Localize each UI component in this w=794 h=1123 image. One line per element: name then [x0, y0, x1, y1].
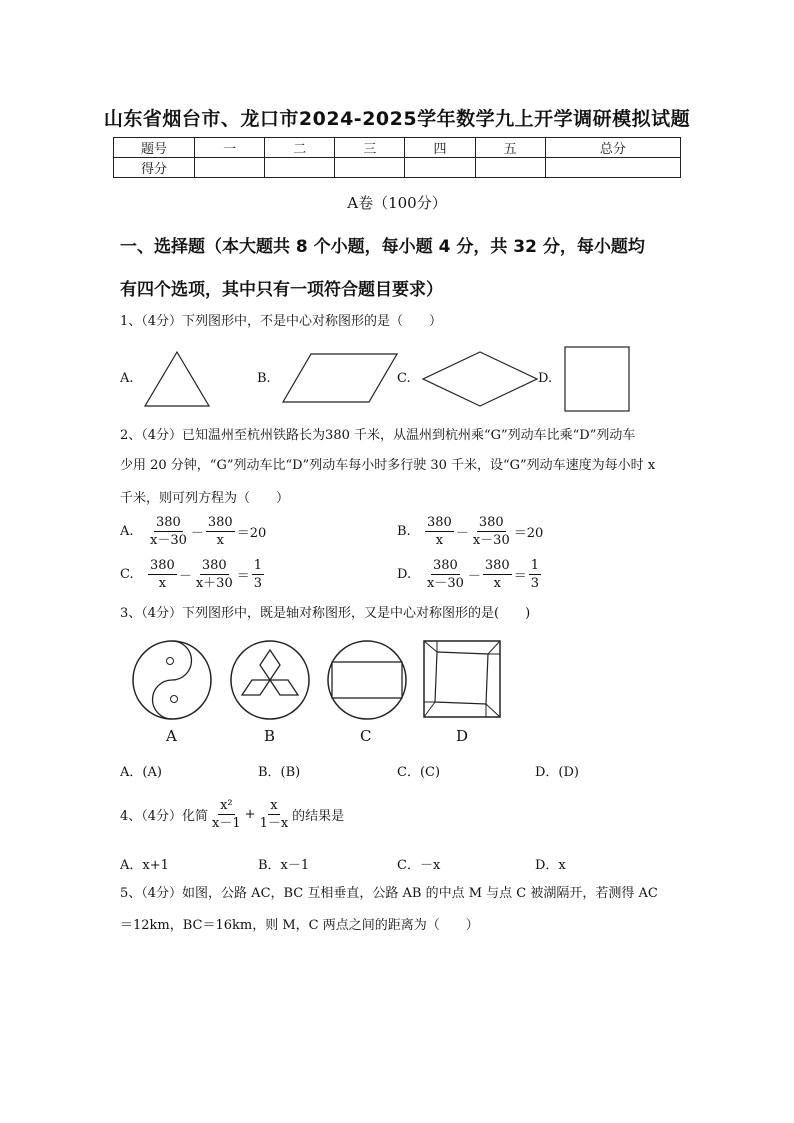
q1-option-c-label: C. — [397, 371, 411, 386]
q3-figure-label-d: D — [456, 727, 469, 745]
fraction — [206, 514, 235, 549]
score-header-cell: 四 — [405, 138, 475, 158]
q3-option-b: B．(B) — [258, 765, 301, 780]
numerator: 1 — [253, 558, 263, 573]
q2-option-a — [120, 514, 266, 549]
q1-rhombus-figure — [421, 350, 539, 408]
q4-option-d: D．x — [535, 858, 566, 873]
section-a-heading: A卷（100分） — [347, 194, 447, 212]
q3-figure-d-pinwheel-square — [421, 638, 503, 720]
denominator: 3 — [253, 576, 263, 591]
operator: － — [178, 569, 192, 584]
numerator: 380 — [478, 515, 504, 530]
fraction — [252, 557, 264, 592]
fraction — [425, 557, 466, 592]
numerator: x — [270, 798, 278, 813]
q3-figure-c-rectangle-in-circle — [325, 638, 409, 722]
q1-triangle-figure — [143, 350, 211, 408]
fraction — [471, 514, 512, 549]
score-table-score-row — [114, 158, 681, 178]
q1-option-a-label: A. — [120, 371, 134, 386]
q3-figure-label-a: A — [166, 727, 177, 745]
q2-option-b — [397, 514, 543, 549]
score-table — [113, 137, 681, 178]
numerator: 380 — [484, 558, 510, 573]
q2-option-d — [397, 557, 541, 592]
score-header-cell: 一 — [195, 138, 265, 158]
operator: － — [190, 526, 204, 541]
equals-sign: ＝ — [513, 569, 527, 584]
q4-option-c: C．－x — [397, 858, 441, 873]
score-cell — [405, 158, 475, 178]
numerator: 380 — [201, 558, 227, 573]
denominator: x＋30 — [195, 576, 233, 591]
q3-figure-label-c: C — [360, 727, 372, 745]
q4-suffix: 的结果是 — [292, 809, 345, 824]
q1-option-b-label: B. — [257, 371, 271, 386]
q4-option-a: A．x+1 — [120, 858, 169, 873]
operator: + — [244, 807, 256, 822]
q4-stem — [120, 797, 344, 832]
score-header-cell: 题号 — [114, 138, 195, 158]
q2-line1: 2、（4分）已知温州至杭州铁路长为380 千米，从温州到杭州乘“G”列动车比乘“D”列动车 — [120, 428, 636, 443]
q3-figure-a-yinyang — [130, 638, 214, 722]
score-header-cell: 五 — [475, 138, 545, 158]
score-header-cell: 总分 — [545, 138, 680, 158]
q1-parallelogram-figure — [281, 352, 399, 404]
score-table-header-row — [114, 138, 681, 158]
q3-figure-label-b: B — [264, 727, 276, 745]
numerator: 380 — [207, 515, 233, 530]
fraction — [483, 557, 512, 592]
q1-option-d-label: D. — [538, 371, 553, 386]
q1-stem: 1、（4分）下列图形中，不是中心对称图形的是（ ） — [120, 314, 443, 329]
denominator: x－1 — [212, 816, 241, 831]
fraction — [194, 557, 235, 592]
denominator: x－30 — [427, 576, 464, 591]
fraction — [148, 557, 177, 592]
score-cell — [335, 158, 405, 178]
fraction — [210, 797, 243, 832]
part1-heading-line2: 有四个选项，其中只有一项符合题目要求） — [120, 280, 443, 300]
denominator: x — [493, 576, 501, 591]
fraction — [258, 797, 291, 832]
q5-line1: 5、（4分）如图，公路 AC，BC 互相垂直，公路 AB 的中点 M 与点 C 被湖隔开，若测得 AC — [120, 886, 658, 901]
q2-option-label: A. — [120, 524, 134, 539]
denominator: 3 — [530, 576, 540, 591]
denominator: x－30 — [472, 533, 510, 548]
numerator: 380 — [433, 558, 458, 573]
score-cell — [475, 158, 545, 178]
q4-prefix: 4、（4分）化简 — [120, 809, 209, 824]
equals-sign: ＝ — [236, 569, 250, 584]
score-cell — [195, 158, 265, 178]
q3-option-c: C．(C) — [397, 765, 441, 780]
fraction — [148, 514, 189, 549]
fraction — [425, 514, 454, 549]
rhs: ＝20 — [513, 526, 544, 541]
q3-figure-b-diamonds — [228, 638, 312, 722]
rhs: ＝20 — [236, 526, 267, 541]
q5-line2: ＝12km，BC＝16km，则 M，C 两点之间的距离为（ ） — [120, 918, 479, 933]
score-cell — [265, 158, 335, 178]
fraction — [529, 557, 541, 592]
denominator: x — [158, 576, 167, 591]
q4-option-b: B．x－1 — [258, 858, 310, 873]
q1-square-figure — [563, 345, 631, 413]
operator: － — [467, 569, 481, 584]
numerator: 380 — [427, 515, 452, 530]
q2-option-label: C. — [120, 567, 134, 582]
numerator: 380 — [150, 558, 175, 573]
numerator: 380 — [156, 515, 181, 530]
q2-option-c — [120, 557, 264, 592]
part1-heading-line1: 一、选择题（本大题共 8 个小题，每小题 4 分，共 32 分，每小题均 — [120, 237, 645, 257]
score-header-cell: 三 — [335, 138, 405, 158]
score-row-label: 得分 — [114, 158, 195, 178]
q2-option-label: D. — [397, 567, 412, 582]
score-header-cell: 二 — [265, 138, 335, 158]
q3-stem: 3、（4分）下列图形中，既是轴对称图形，又是中心对称图形的是( ) — [120, 606, 531, 621]
operator: － — [455, 526, 469, 541]
numerator: x² — [220, 798, 233, 813]
denominator: x — [216, 533, 224, 548]
q3-option-a: A．(A) — [120, 765, 162, 780]
score-cell — [545, 158, 680, 178]
exam-title: 山东省烟台市、龙口市2024-2025学年数学九上开学调研模拟试题 — [103, 108, 691, 130]
denominator: x — [435, 533, 444, 548]
q2-option-label: B. — [397, 524, 411, 539]
q3-option-d: D．(D) — [535, 765, 579, 780]
q2-line3: 千米，则可列方程为（ ） — [120, 491, 290, 506]
denominator: x－30 — [150, 533, 187, 548]
numerator: 1 — [530, 558, 540, 573]
denominator: 1－x — [259, 816, 289, 831]
q2-line2: 少用 20 分钟，“G”列动车比“D”列动车每小时多行驶 30 千米，设“G”列动车速度为每小时 x — [120, 458, 656, 473]
